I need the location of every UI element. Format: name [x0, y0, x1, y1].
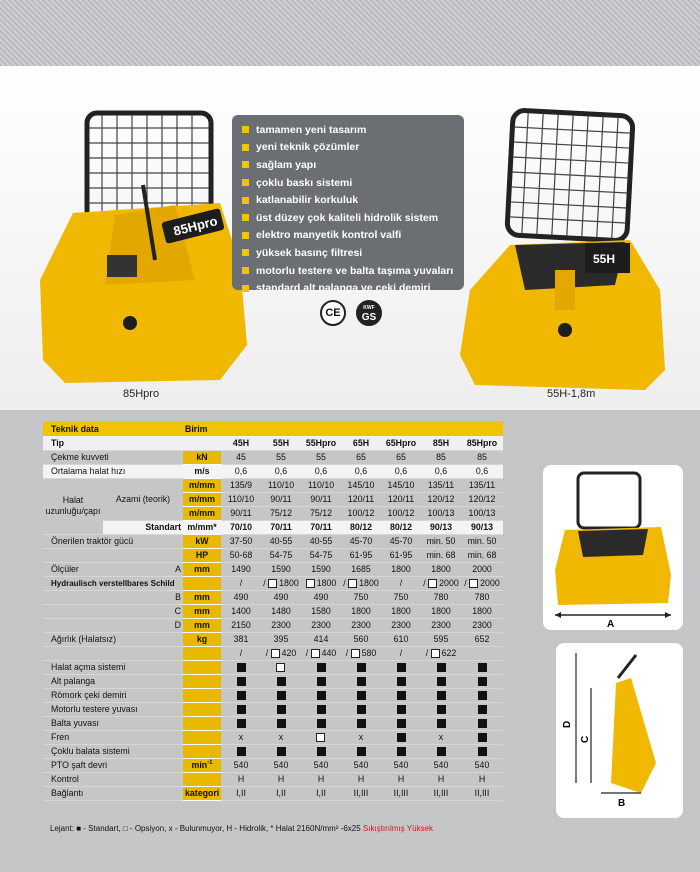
standard-square-icon [317, 691, 326, 700]
table-row: Fren x x x x [43, 730, 503, 744]
table-row: C mm 1400 1480 1580 1800 1800 1800 1800 [43, 604, 503, 618]
bullet-square-icon [242, 232, 249, 239]
caption-left: 85Hpro [123, 388, 160, 400]
dimension-diagram-front [543, 465, 683, 630]
gs-mark-icon: KWF GS [356, 300, 382, 326]
standard-square-icon [397, 705, 406, 714]
table-row: m/mm 90/11 75/12 75/12 100/12 100/12 100/13 100/13 [43, 506, 503, 520]
legend: Lejant: ■ - Standart, □ - Opsiyon, x - Bulunmuyor, H - Hidrolik, * Halat 2160N/mm² -6x25 Sıkıştırılmış Yüksek [50, 824, 433, 833]
standard-square-icon [478, 663, 487, 672]
bullet-square-icon [242, 197, 249, 204]
bullet-square-icon [242, 161, 249, 168]
feature-item: motorlu testere ve balta taşıma yuvaları [242, 262, 458, 280]
standard-square-icon [277, 705, 286, 714]
bullet-square-icon [242, 179, 249, 186]
standard-square-icon [317, 747, 326, 756]
feature-item: standard alt palanga ve çeki demiri [242, 279, 458, 297]
table-row: Önerilen traktör gücü kW 37-50 40-55 40-55 45-70 45-70 min. 50 min. 50 [43, 534, 503, 548]
machine-label-right: 55H [593, 252, 616, 266]
feature-item: katlanabilir korkuluk [242, 191, 458, 209]
standard-square-icon [317, 705, 326, 714]
option-square-icon [431, 649, 440, 658]
feature-item: sağlam yapı [242, 156, 458, 174]
dim-b-label: B [618, 798, 626, 809]
standard-square-icon [357, 705, 366, 714]
option-square-icon [469, 579, 478, 588]
table-row: / / 420 / 440 / 580 / / 622 [43, 646, 503, 660]
standard-square-icon [357, 677, 366, 686]
standard-square-icon [478, 719, 487, 728]
table-row: HP 50-68 54-75 54-75 61-95 61-95 min. 68 min. 68 [43, 548, 503, 562]
winch-55h-image [455, 105, 685, 390]
winch-85hpro-image [35, 105, 250, 385]
standard-square-icon [397, 663, 406, 672]
dim-a-label: A [607, 619, 615, 630]
standard-square-icon [277, 691, 286, 700]
dimension-diagram-side [556, 643, 683, 818]
option-square-icon [271, 649, 280, 658]
feature-item: tamamen yeni tasarım [242, 121, 458, 139]
standard-square-icon [237, 747, 246, 756]
standard-square-icon [357, 719, 366, 728]
table-row: Çekme kuvveti kN 45 55 55 65 65 85 85 [43, 450, 503, 464]
table-row: Alt palanga [43, 674, 503, 688]
table-row: Hydraulisch verstellbares Schild / / 1800 1800 / 1800 / / 2000 / 2000 [43, 576, 503, 590]
standard-square-icon [397, 733, 406, 742]
standard-square-icon [478, 747, 487, 756]
dim-c-label: C [580, 735, 591, 743]
standard-square-icon [437, 691, 446, 700]
table-row-tip: Tip 45H 55H 55Hpro 65H 65Hpro 85H 85Hpro [43, 436, 503, 450]
table-row: Halat açma sistemi [43, 660, 503, 674]
table-row: Kontrol H H H H H H H [43, 772, 503, 786]
standard-square-icon [237, 677, 246, 686]
option-square-icon [276, 663, 285, 672]
standard-square-icon [277, 719, 286, 728]
option-square-icon [316, 733, 325, 742]
standard-square-icon [237, 705, 246, 714]
standard-square-icon [277, 747, 286, 756]
bullet-square-icon [242, 285, 249, 292]
table-row: Halat uzunluğu/çapı Azami (teorik) m/mm 135/9 110/10 110/10 145/10 145/10 135/11 135/11 [43, 478, 503, 492]
table-row: m/mm 110/10 90/11 90/11 120/11 120/11 120/12 120/12 [43, 492, 503, 506]
spec-table [43, 421, 503, 801]
feature-item: yeni teknik çözümler [242, 139, 458, 157]
table-row: Bağlantı kategori I,II I,II I,II II,III II,III II,III II,III [43, 786, 503, 800]
standard-square-icon [478, 733, 487, 742]
table-row: Standart m/mm* 70/10 70/11 70/11 80/12 80/12 90/13 90/13 [43, 520, 503, 534]
table-row: PTO şaft devri $\min^{-1}$ 540 540 540 540 540 540 540 [43, 758, 503, 772]
standard-square-icon [397, 719, 406, 728]
standard-square-icon [237, 691, 246, 700]
standard-square-icon [237, 719, 246, 728]
bullet-square-icon [242, 267, 249, 274]
feature-item: çoklu baskı sistemi [242, 174, 458, 192]
standard-square-icon [437, 705, 446, 714]
table-row: Ağırlık (Halatsız) kg 381 395 414 560 610 595 652 [43, 632, 503, 646]
table-row: D mm 2150 2300 2300 2300 2300 2300 2300 [43, 618, 503, 632]
machine-label-left: 85Hpro [171, 213, 219, 239]
stripe-background [0, 0, 700, 66]
option-square-icon [311, 649, 320, 658]
features-panel [232, 115, 464, 295]
standard-square-icon [357, 691, 366, 700]
option-square-icon [428, 579, 437, 588]
bullet-square-icon [242, 144, 249, 151]
feature-item: üst düzey çok kaliteli hidrolik sistem [242, 209, 458, 227]
standard-square-icon [437, 747, 446, 756]
standard-square-icon [357, 747, 366, 756]
option-square-icon [351, 649, 360, 658]
standard-square-icon [317, 663, 326, 672]
option-square-icon [306, 579, 315, 588]
standard-square-icon [437, 677, 446, 686]
table-row: Ölçüler A mm 1490 1590 1590 1685 1800 1800 2000 [43, 562, 503, 576]
standard-square-icon [397, 677, 406, 686]
standard-square-icon [277, 677, 286, 686]
standard-square-icon [397, 747, 406, 756]
option-square-icon [268, 579, 277, 588]
feature-item: yüksek basınç filtresi [242, 244, 458, 262]
feature-item: elektro manyetik kontrol valfi [242, 227, 458, 245]
dim-d-label: D [562, 720, 573, 728]
table-row: Çoklu balata sistemi [43, 744, 503, 758]
standard-square-icon [437, 663, 446, 672]
table-row: Römork çeki demiri [43, 688, 503, 702]
ce-mark-icon: CE [320, 300, 346, 326]
standard-square-icon [397, 691, 406, 700]
standard-square-icon [317, 677, 326, 686]
standard-square-icon [478, 677, 487, 686]
bullet-square-icon [242, 249, 249, 256]
standard-square-icon [237, 663, 246, 672]
bullet-square-icon [242, 214, 249, 221]
caption-right: 55H-1,8m [547, 388, 596, 400]
table-row: Motorlu testere yuvası [43, 702, 503, 716]
standard-square-icon [478, 691, 487, 700]
table-header: Teknik data Birim [43, 421, 503, 436]
table-row: Balta yuvası [43, 716, 503, 730]
bullet-square-icon [242, 126, 249, 133]
standard-square-icon [478, 705, 487, 714]
standard-square-icon [357, 663, 366, 672]
standard-square-icon [437, 719, 446, 728]
table-row: B mm 490 490 490 750 750 780 780 [43, 590, 503, 604]
option-square-icon [348, 579, 357, 588]
standard-square-icon [317, 719, 326, 728]
table-row: Ortalama halat hızı m/s 0,6 0,6 0,6 0,6 0,6 0,6 0,6 [43, 464, 503, 478]
